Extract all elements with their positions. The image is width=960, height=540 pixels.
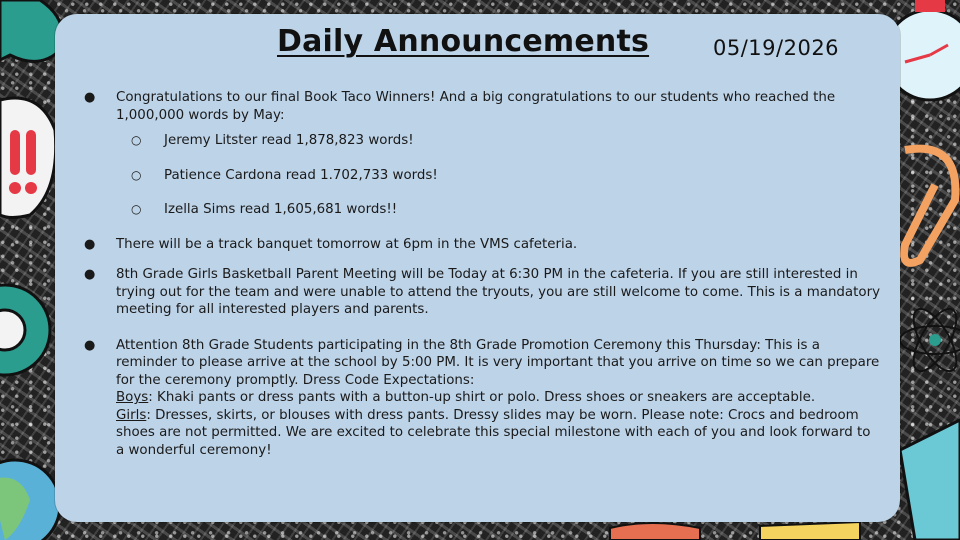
- bullet-icon: ●: [84, 90, 96, 105]
- hollow-bullet-icon: ○: [131, 202, 142, 216]
- bullet-icon: ●: [84, 337, 96, 353]
- girls-label: Girls: [116, 407, 147, 423]
- winner-list-item: [131, 132, 882, 150]
- winner-text: Izella Sims read 1,605,681 words!!: [164, 202, 398, 217]
- announcement-date: 05/19/2026: [713, 36, 840, 60]
- announcement-item-book-taco: [84, 89, 882, 124]
- exclamation-bubble-sticker: [0, 98, 56, 218]
- teal-paper-sticker: [900, 420, 960, 540]
- bullet-icon: ●: [84, 236, 96, 252]
- teal-shoe-sticker: [0, 0, 63, 61]
- winner-text: Patience Cardona read 1.702,733 words!: [164, 167, 438, 183]
- atom-sticker: [900, 303, 960, 378]
- winner-list-item: [131, 167, 882, 185]
- announcement-item-track-banquet: [84, 236, 882, 254]
- announcement-text: Congratulations to our final Book Taco Winners! And a big congratulations to our students who reached the 1,000,000 words by May:: [116, 90, 836, 123]
- bottom-pencil-sticker: [610, 522, 860, 540]
- girls-dress-code: : Dresses, skirts, or blouses with dress pants. Dressy slides may be worn. Please note: Crocs and bedroom shoes are not permitted. We are excited to celebrate this special milestone with each of you and look forward to a wonderful ceremony!: [116, 407, 871, 458]
- announcement-item-basketball-meeting: [84, 266, 882, 319]
- announcement-text: 8th Grade Girls Basketball Parent Meeting will be Today at 6:30 PM in the cafeteria. If you are still interested in trying out for the team and were unable to attend the tryouts, you are still welcome to come. This is a mandatory meeting for all interested players and parents.: [116, 267, 881, 317]
- globe-sticker: [0, 460, 60, 540]
- paperclip-sticker: [904, 149, 955, 263]
- announcement-item-promotion-ceremony: [84, 337, 882, 460]
- page-title: Daily Announcements: [277, 24, 650, 59]
- announcement-list: [84, 89, 882, 459]
- boys-label: Boys: [116, 390, 149, 405]
- hollow-bullet-icon: ○: [131, 133, 142, 147]
- winner-text: Jeremy Litster read 1,878,823 words!: [164, 133, 414, 148]
- winner-list-item: [131, 201, 882, 219]
- hollow-bullet-icon: ○: [131, 167, 142, 182]
- announcement-text: Attention 8th Grade Students participating in the 8th Grade Promotion Ceremony this Thursday: This is a reminder to please arrive at the school by 5:00 PM. It is very important that you arrive on time so we can prepare for the ceremony promptly. Dress Code Expectations:: [116, 337, 880, 388]
- bullet-icon: ●: [84, 267, 96, 282]
- boys-dress-code: : Khaki pants or dress pants with a button-up shirt or polo. Dress shoes or sneakers are acceptable.: [148, 390, 816, 405]
- teal-ring-sticker: [0, 285, 50, 375]
- announcement-text: There will be a track banquet tomorrow at 6pm in the VMS cafeteria.: [116, 236, 578, 252]
